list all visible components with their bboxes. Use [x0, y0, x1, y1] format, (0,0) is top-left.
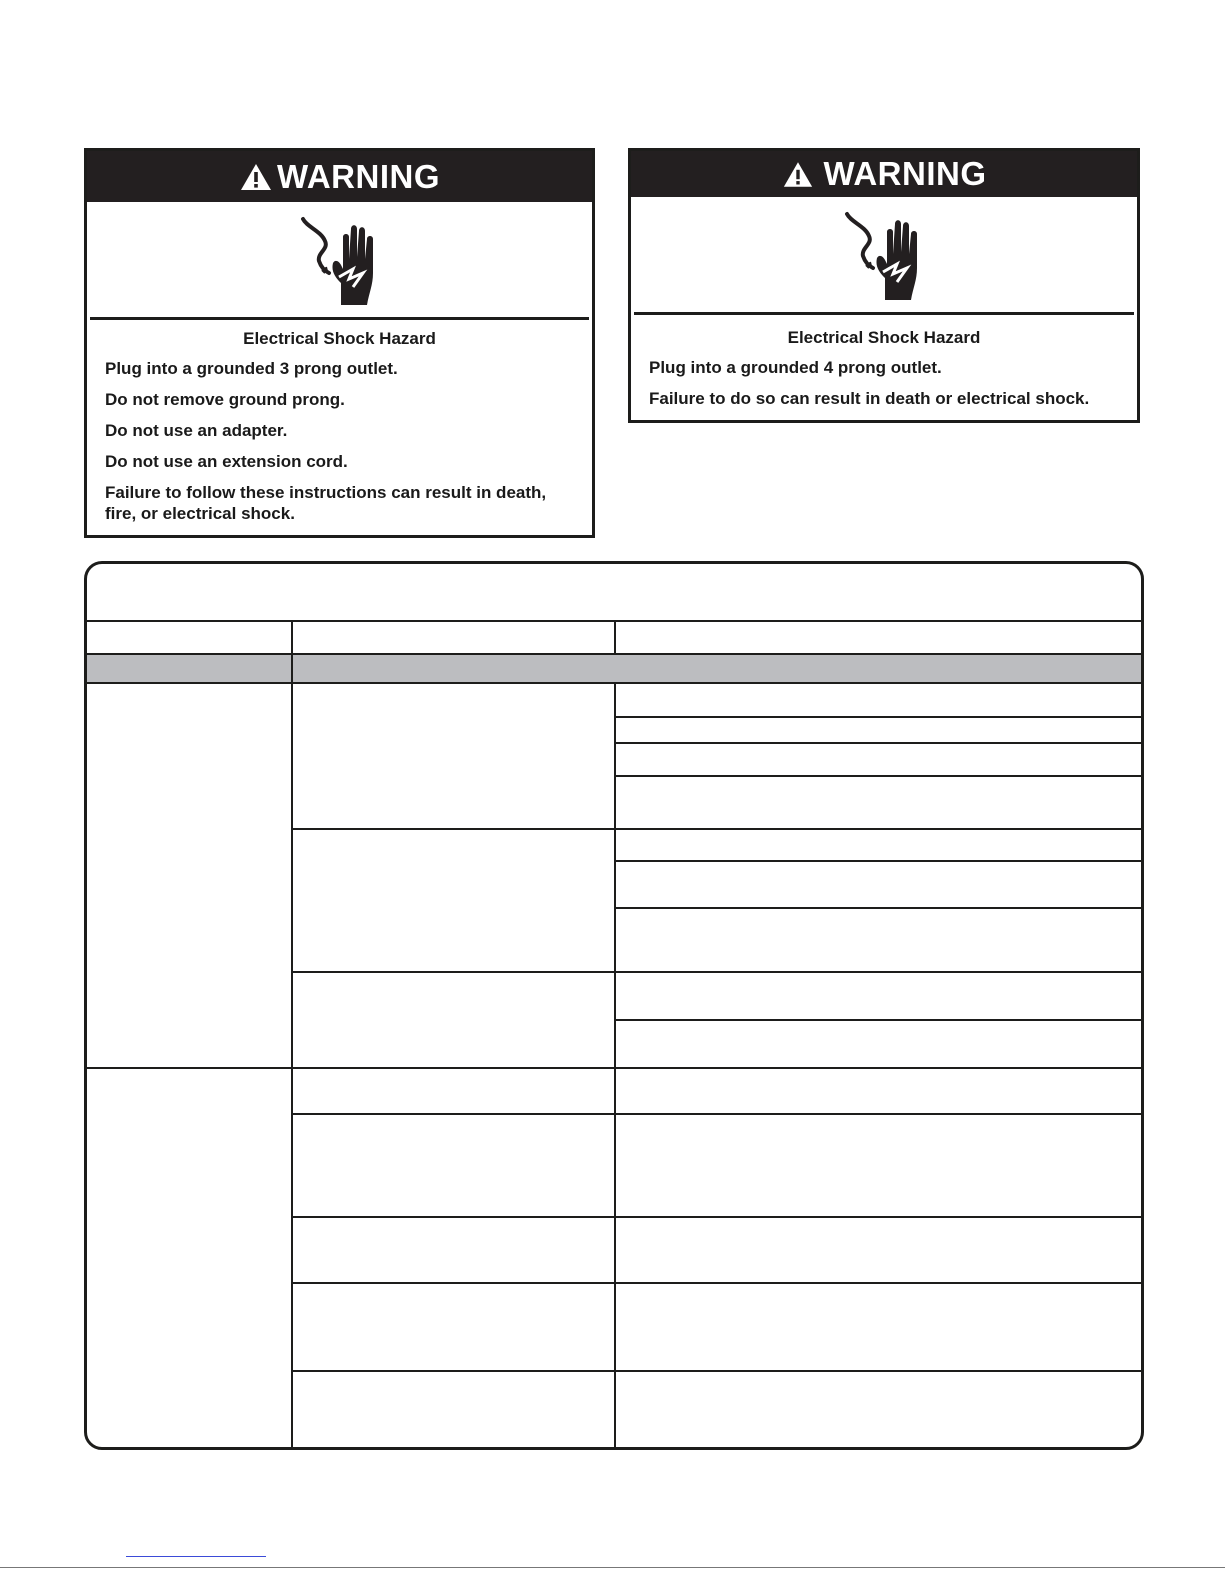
electrical-shock-hand-icon [295, 213, 385, 309]
table-divider [291, 1113, 1141, 1115]
table-divider [615, 1019, 1141, 1021]
warning-header-text: WARNING [277, 157, 440, 195]
hazard-icon-panel [90, 205, 589, 320]
hazard-title: Electrical Shock Hazard [787, 328, 981, 347]
instruction-line: Failure to follow these instructions can result in death, fire, or electrical shock. [105, 483, 547, 523]
instruction-line: Failure to do so can result in death or electrical shock. [649, 389, 1090, 408]
table-divider [615, 742, 1141, 744]
column-divider [291, 621, 293, 1447]
table-divider [291, 1282, 1141, 1284]
hazard-icon-panel [634, 200, 1134, 315]
alert-triangle-icon [782, 160, 814, 189]
warning-box-3-prong [84, 148, 595, 538]
warning-header-text: WARNING [823, 155, 987, 192]
table-divider [615, 775, 1141, 777]
instruction-line: Do not use an extension cord. [105, 452, 348, 471]
instruction-line: Plug into a grounded 4 prong outlet. [649, 358, 942, 377]
warning-header [87, 151, 592, 202]
troubleshooting-table [84, 561, 1144, 1450]
table-divider [615, 716, 1141, 718]
table-divider [291, 1216, 1141, 1218]
alert-triangle-icon [239, 162, 273, 192]
table-divider [615, 860, 1141, 862]
page-bottom-rule [0, 1567, 1225, 1568]
warning-box-4-prong [628, 148, 1140, 423]
table-divider [291, 971, 1141, 973]
column-divider [614, 621, 616, 654]
footer-link-underline [126, 1556, 266, 1557]
instruction-line: Do not remove ground prong. [105, 390, 345, 409]
table-divider [291, 1370, 1141, 1372]
table-divider [291, 828, 1141, 830]
section-band [87, 653, 1141, 684]
instruction-line: Plug into a grounded 3 prong outlet. [105, 359, 398, 378]
instruction-line: Do not use an adapter. [105, 421, 288, 440]
column-divider [614, 684, 616, 1447]
table-divider [615, 907, 1141, 909]
warning-header [631, 151, 1137, 197]
hazard-title: Electrical Shock Hazard [243, 329, 436, 348]
table-divider [87, 1067, 1141, 1069]
electrical-shock-hand-icon [839, 208, 929, 304]
